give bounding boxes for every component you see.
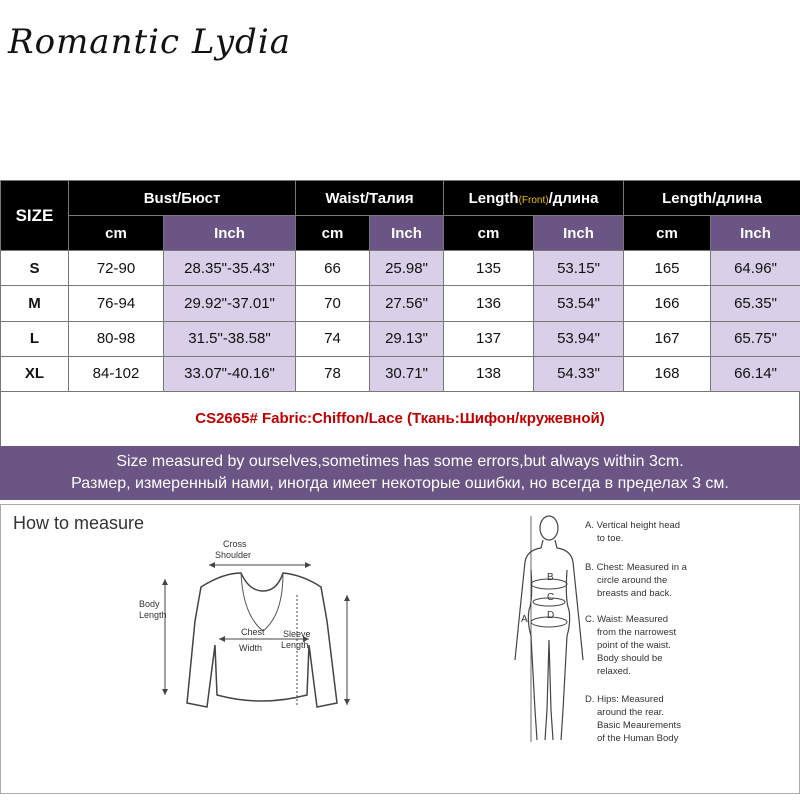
table-cell: 167 xyxy=(624,321,711,356)
brand-logo: Romantic Lydia xyxy=(8,22,291,62)
body-diagram xyxy=(501,510,800,790)
table-cell: 70 xyxy=(296,286,370,321)
table-cell: 28.35"-35.43" xyxy=(164,251,296,286)
note-b-2: circle around the xyxy=(597,575,668,586)
table-cell: 166 xyxy=(624,286,711,321)
sleeve-length-label-1: Sleeve xyxy=(283,629,311,639)
note-d-1: D. Hips: Measured xyxy=(585,694,664,705)
table-cell: 54.33" xyxy=(534,356,624,391)
table-row xyxy=(1,321,800,356)
body-length-label-2: Length xyxy=(139,610,167,620)
table-cell: 78 xyxy=(296,356,370,391)
measurement-note xyxy=(0,446,800,500)
sleeve-length-label-2: Length xyxy=(281,640,309,650)
table-cell: 74 xyxy=(296,321,370,356)
note-c-2: from the narrowest xyxy=(597,627,677,638)
note-a-1: A. Vertical height head xyxy=(585,520,681,531)
how-to-measure-title: How to measure xyxy=(13,513,145,533)
fabric-info: CS2665# Fabric:Chiffon/Lace (Ткань:Шифон/кружевной) xyxy=(0,392,800,446)
table-cell: 53.94" xyxy=(534,321,624,356)
table-row xyxy=(1,251,800,286)
unit-header: Inch xyxy=(164,216,296,251)
note-b-3: breasts and back. xyxy=(597,588,672,599)
note-a-2: to toe. xyxy=(597,533,624,544)
cross-shoulder-label-1: Cross xyxy=(223,539,247,549)
table-cell: 66.14" xyxy=(711,356,800,391)
table-cell: 27.56" xyxy=(370,286,444,321)
unit-header: Inch xyxy=(534,216,624,251)
note-b-1: B. Chest: Measured in a xyxy=(585,562,687,573)
letter-b: B xyxy=(547,572,554,583)
garment-diagram xyxy=(131,535,461,765)
table-cell: 66 xyxy=(296,251,370,286)
chest-width-label-2: Width xyxy=(239,643,263,653)
table-cell: M xyxy=(1,286,69,321)
unit-header: cm xyxy=(444,216,534,251)
table-cell: 25.98" xyxy=(370,251,444,286)
length-header: Length/длина xyxy=(624,181,800,216)
note-d-2: around the rear. xyxy=(597,707,665,718)
table-cell: 137 xyxy=(444,321,534,356)
note-c-1: C. Waist: Measured xyxy=(585,614,669,625)
table-cell: 80-98 xyxy=(69,321,164,356)
table-cell: 29.92"-37.01" xyxy=(164,286,296,321)
note-d-4: of the Human Body xyxy=(597,733,679,744)
table-cell: L xyxy=(1,321,69,356)
chest-width-label-1: Chest xyxy=(241,627,265,637)
table-cell: 72-90 xyxy=(69,251,164,286)
body-length-label-1: Body xyxy=(139,599,160,609)
letter-a: A xyxy=(521,614,528,625)
note-d-3: Basic Meaurements xyxy=(597,720,681,731)
table-cell: S xyxy=(1,251,69,286)
how-to-measure-panel xyxy=(0,504,800,794)
table-cell: 30.71" xyxy=(370,356,444,391)
table-cell: 65.35" xyxy=(711,286,800,321)
table-cell: 135 xyxy=(444,251,534,286)
unit-header: cm xyxy=(624,216,711,251)
table-row xyxy=(1,286,800,321)
table-cell: 168 xyxy=(624,356,711,391)
table-cell: 31.5"-38.58" xyxy=(164,321,296,356)
note-english: Size measured by ourselves,sometimes has some errors,but always within 3cm. xyxy=(116,453,684,470)
unit-header: Inch xyxy=(370,216,444,251)
unit-header: cm xyxy=(69,216,164,251)
bust-header: Bust/Бюст xyxy=(69,181,296,216)
note-c-3: point of the waist. xyxy=(597,640,671,651)
size-chart-table xyxy=(0,180,800,392)
unit-header: cm xyxy=(296,216,370,251)
table-cell: 64.96" xyxy=(711,251,800,286)
letter-c: C xyxy=(547,592,555,603)
table-cell: 136 xyxy=(444,286,534,321)
table-cell: 53.15" xyxy=(534,251,624,286)
table-cell: 165 xyxy=(624,251,711,286)
table-cell: 84-102 xyxy=(69,356,164,391)
note-russian: Размер, измеренный нами, иногда имеет некоторые ошибки, но всегда в пределах 3 см. xyxy=(71,475,729,492)
front-length-header: Length(Front)/длина xyxy=(444,181,624,216)
size-header: SIZE xyxy=(1,181,69,251)
table-cell: 33.07"-40.16" xyxy=(164,356,296,391)
note-c-4: Body should be xyxy=(597,653,663,664)
table-cell: 76-94 xyxy=(69,286,164,321)
table-cell: 138 xyxy=(444,356,534,391)
table-row xyxy=(1,356,800,391)
table-cell: 29.13" xyxy=(370,321,444,356)
table-cell: 53.54" xyxy=(534,286,624,321)
note-c-5: relaxed. xyxy=(597,666,631,677)
cross-shoulder-label-2: Shoulder xyxy=(215,550,252,560)
waist-header: Waist/Талия xyxy=(296,181,444,216)
unit-header: Inch xyxy=(711,216,800,251)
table-cell: XL xyxy=(1,356,69,391)
table-cell: 65.75" xyxy=(711,321,800,356)
letter-d: D xyxy=(547,610,555,621)
